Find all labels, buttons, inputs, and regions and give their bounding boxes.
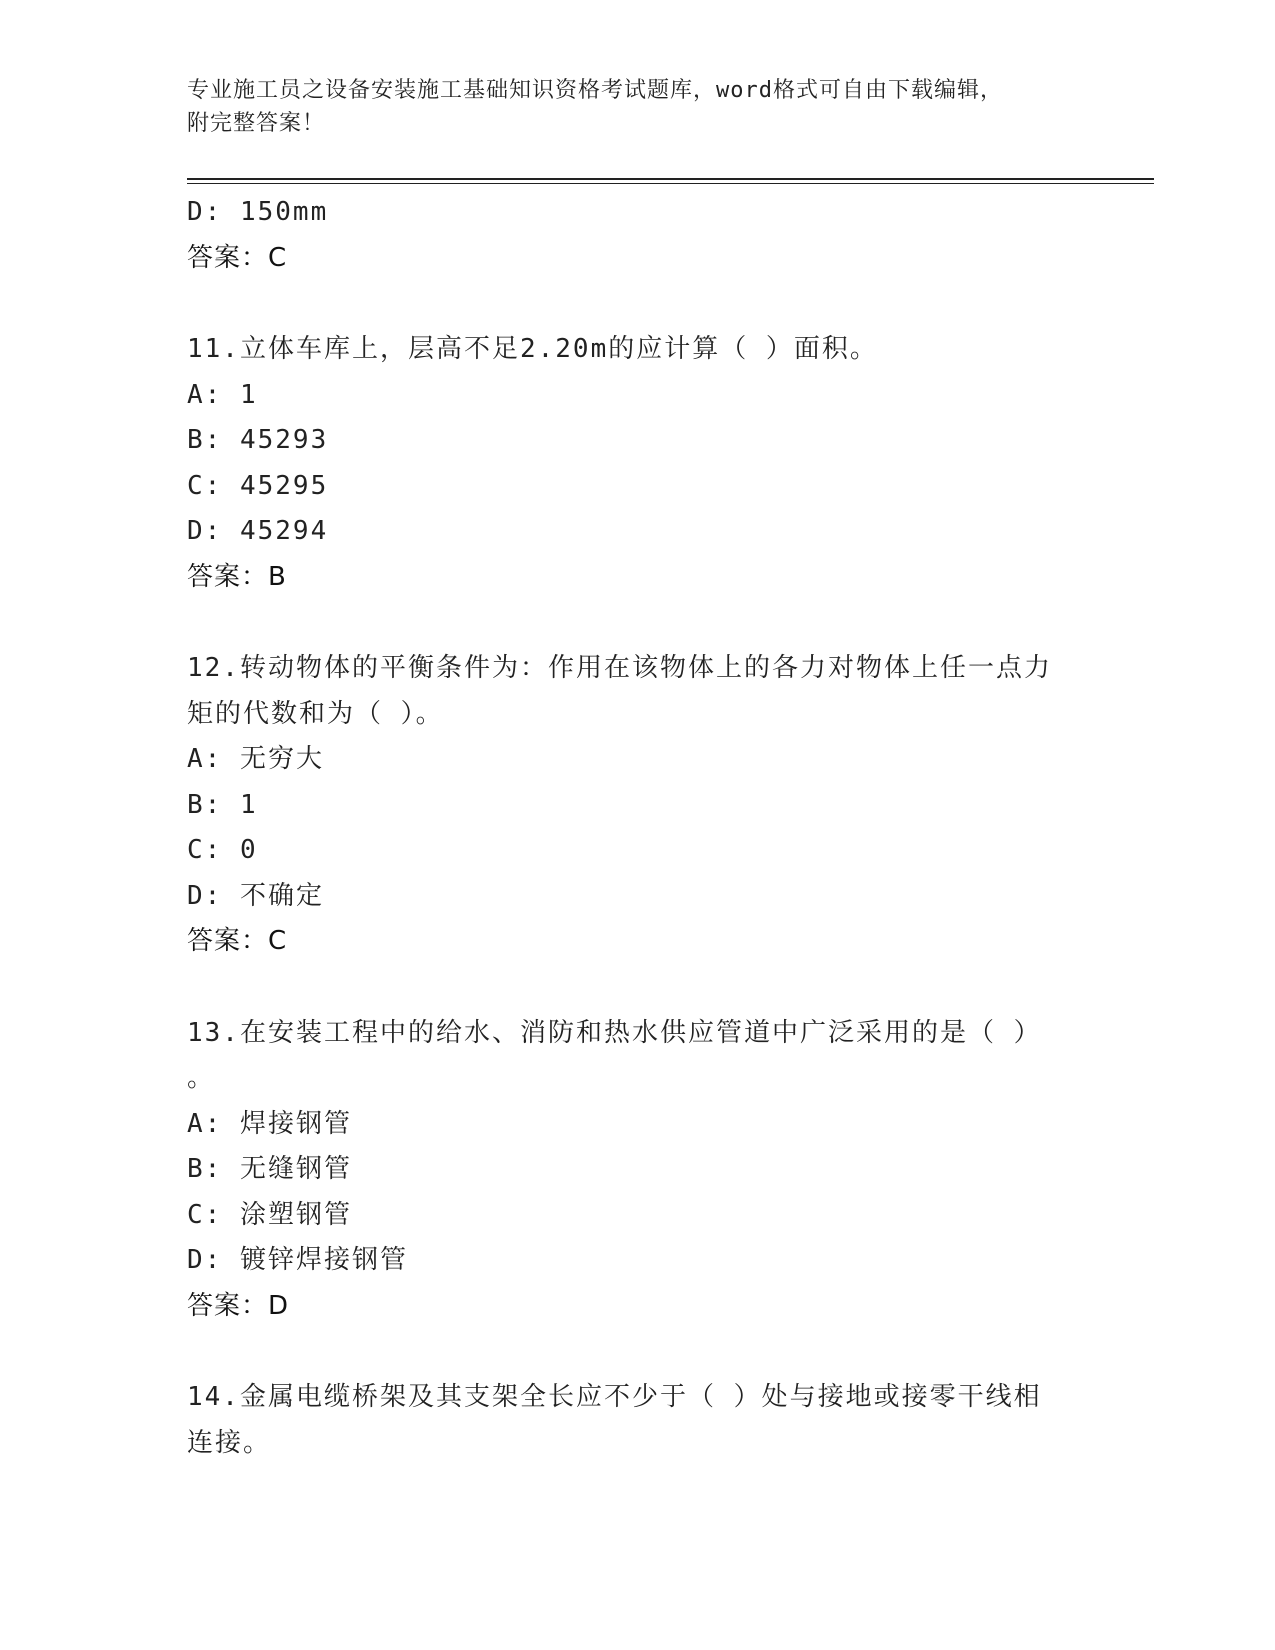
- question-text: 11.立体车库上，层高不足2.20m的应计算（ ）面积。: [187, 334, 878, 364]
- question-text-line-1: 13.在安装工程中的给水、消防和热水供应管道中广泛采用的是（ ）: [187, 1017, 1042, 1048]
- question-text-line-2: 矩的代数和为（ ）。: [187, 698, 444, 729]
- header-line-2: 附完整答案！: [187, 111, 326, 136]
- option-b: B: 1: [187, 789, 258, 820]
- question-text-line-2: 连接。: [187, 1427, 272, 1458]
- option-d: D: 45294: [187, 516, 329, 546]
- answer: 答案：C: [187, 926, 288, 956]
- option-d: D: 不确定: [187, 880, 324, 911]
- option-a: A: 1: [187, 379, 258, 410]
- header-divider-thin: [187, 183, 1154, 184]
- document-header: [187, 74, 1087, 140]
- option-c: C: 45295: [187, 470, 329, 501]
- option-c: C: 涂塑钢管: [187, 1199, 352, 1230]
- question-12: [187, 646, 1087, 965]
- header-line-1: 专业施工员之设备安装施工基础知识资格考试题库，word格式可自由下载编辑，: [187, 78, 1003, 103]
- option-b: B: 无缝钢管: [187, 1154, 352, 1184]
- question-13: [187, 1011, 1087, 1330]
- option-a: A: 无穷大: [187, 744, 324, 774]
- header-divider-thick: [187, 178, 1154, 180]
- question-text-line-1: 12.转动物体的平衡条件为：作用在该物体上的各力对物体上任一点力: [187, 653, 1052, 683]
- question-11: [187, 327, 1087, 600]
- question-list: [187, 190, 1087, 1466]
- answer: 答案：C: [187, 242, 288, 273]
- continued-question: [187, 190, 1087, 281]
- question-text-line-1: 14.金属电缆桥架及其支架全长应不少于（ ）处与接地或接零干线相: [187, 1382, 1042, 1412]
- option-b: B: 45293: [187, 425, 329, 455]
- question-14: [187, 1375, 1087, 1466]
- option-c: C: 0: [187, 835, 258, 865]
- answer: 答案：D: [187, 1290, 290, 1321]
- question-text-line-2: 。: [187, 1063, 216, 1093]
- option-d: D: 镀锌焊接钢管: [187, 1245, 408, 1275]
- answer: 答案：B: [187, 561, 287, 592]
- option-a: A: 焊接钢管: [187, 1108, 352, 1139]
- option-d: D: 150mm: [187, 197, 329, 227]
